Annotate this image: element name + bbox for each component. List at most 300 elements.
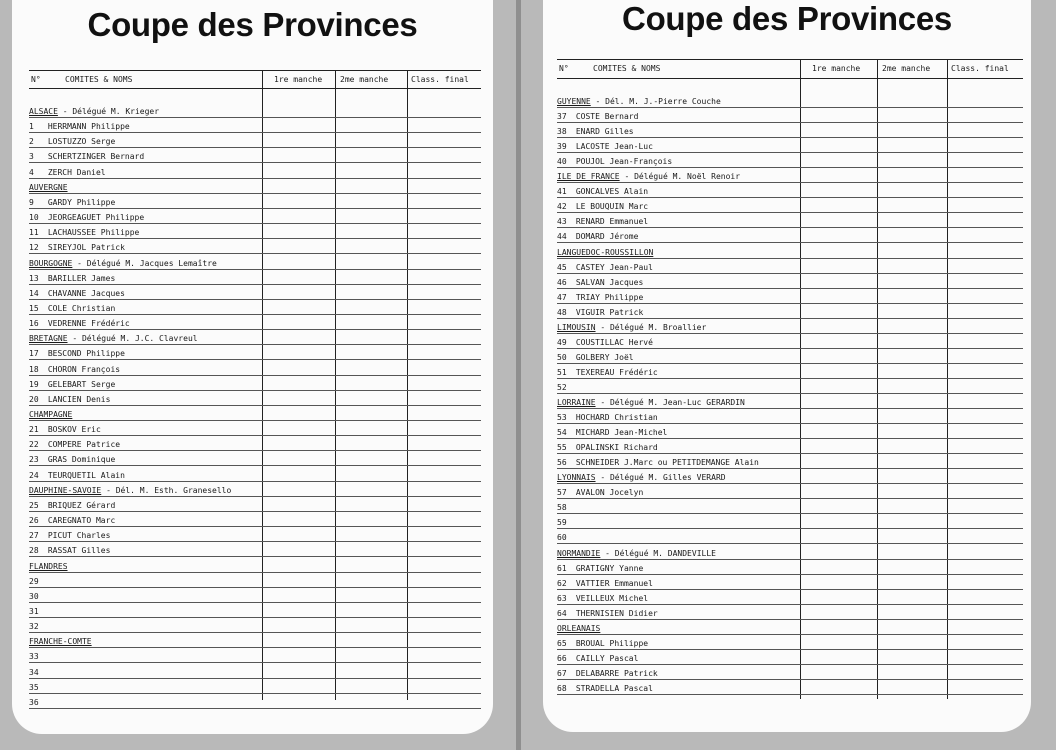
table-row <box>29 238 481 254</box>
table-row <box>29 663 481 679</box>
header-rule <box>29 88 481 89</box>
committee-name: FRANCHE-COMTE <box>29 637 92 647</box>
section-label <box>557 97 721 106</box>
entry-number: 40 <box>557 157 567 167</box>
competitor-entry <box>557 503 571 512</box>
competitor-name: GRATIGNY Yanne <box>575 563 644 573</box>
competitor-entry <box>29 152 144 161</box>
competitor-entry <box>557 338 653 347</box>
header-rule <box>557 59 1023 60</box>
table-row <box>557 483 1023 499</box>
competitor-entry <box>557 353 634 362</box>
competitor-name: COMPERE Patrice <box>47 440 121 450</box>
entry-number: 62 <box>557 578 567 588</box>
competitor-entry <box>29 213 144 222</box>
competitor-entry <box>557 654 638 663</box>
competitor-entry <box>557 684 653 693</box>
section-label <box>557 398 745 407</box>
competitor-entry <box>29 289 125 298</box>
competitor-name: RASSAT Gilles <box>47 546 111 556</box>
committee-name: ORLEANAIS <box>557 623 601 633</box>
section-label <box>29 637 92 646</box>
entry-number: 49 <box>557 337 567 347</box>
section-row <box>557 544 1023 560</box>
entry-number: 53 <box>557 413 567 423</box>
left-page <box>0 0 516 750</box>
table-row <box>557 498 1023 514</box>
committee-name: BOURGOGNE <box>29 258 73 268</box>
entry-number: 4 <box>29 167 34 177</box>
competitor-entry <box>29 122 130 131</box>
competitor-name: GOLBERY Joël <box>575 352 634 362</box>
entry-number: 58 <box>557 503 567 513</box>
table-row <box>29 375 481 391</box>
competitor-entry <box>29 592 43 601</box>
competitor-entry <box>557 142 653 151</box>
entry-number: 68 <box>557 683 567 693</box>
entry-number: 48 <box>557 307 567 317</box>
entry-number: 55 <box>557 443 567 453</box>
entry-number: 31 <box>29 606 39 616</box>
entry-number: 64 <box>557 608 567 618</box>
entry-number: 2 <box>29 137 34 147</box>
table-row <box>557 634 1023 650</box>
competitor-name: COUSTILLAC Hervé <box>575 337 653 347</box>
table-row <box>29 193 481 209</box>
competitor-name: LACOSTE Jean-Luc <box>575 142 653 152</box>
table-row <box>557 273 1023 289</box>
table-row <box>29 678 481 694</box>
entry-number: 43 <box>557 217 567 227</box>
entry-number: 18 <box>29 364 39 374</box>
competitor-name: CAILLY Pascal <box>575 653 639 663</box>
section-row <box>29 405 481 421</box>
competitor-entry <box>29 349 125 358</box>
competitor-entry <box>29 683 43 692</box>
competitor-entry <box>557 217 648 226</box>
table-row <box>29 223 481 239</box>
section-label <box>557 323 706 332</box>
entry-number: 11 <box>29 228 39 238</box>
competitor-name: GELEBART Serge <box>47 379 116 389</box>
entry-number: 26 <box>29 516 39 526</box>
competitor-entry <box>557 278 643 287</box>
right-sheet <box>543 0 1031 732</box>
entry-number: 57 <box>557 488 567 498</box>
section-row <box>557 393 1023 409</box>
competitor-name: SALVAN Jacques <box>575 277 644 287</box>
competitor-entry <box>29 198 115 207</box>
section-label <box>29 410 72 419</box>
competitor-name: AVALON Jocelyn <box>575 488 644 498</box>
entry-number: 45 <box>557 262 567 272</box>
entry-number: 47 <box>557 292 567 302</box>
table-row <box>557 182 1023 198</box>
table-row <box>29 617 481 633</box>
table-row <box>557 423 1023 439</box>
competitor-name: MICHARD Jean-Michel <box>575 428 668 438</box>
entry-number: 21 <box>29 425 39 435</box>
competitor-entry <box>557 594 648 603</box>
committee-name: ALSACE <box>29 107 58 116</box>
competitor-name: SCHERTZINGER Bernard <box>47 152 145 162</box>
competitor-name: JEORGEAGUET Philippe <box>47 213 145 223</box>
competitor-name: COLE Christian <box>47 303 116 313</box>
competitor-entry <box>557 263 653 272</box>
entry-number: 25 <box>29 500 39 510</box>
header-second-round: 2me manche <box>340 75 389 84</box>
competitor-entry <box>29 395 110 404</box>
table-row <box>557 303 1023 319</box>
table-row <box>557 348 1023 364</box>
right-page <box>521 0 1056 750</box>
competitor-entry <box>29 440 120 449</box>
header-first-round: 1re manche <box>812 64 861 73</box>
committee-name: LORRAINE <box>557 398 596 407</box>
table-row <box>557 378 1023 394</box>
table-row <box>557 604 1023 620</box>
competitor-entry <box>29 228 139 237</box>
committee-name: LANGUEDOC-ROUSSILLON <box>557 247 654 257</box>
competitor-name: PICUT Charles <box>47 531 111 541</box>
competitor-name: VIGUIR Patrick <box>575 307 644 317</box>
competitor-entry <box>557 533 571 542</box>
table-row <box>557 574 1023 590</box>
competitor-entry <box>557 413 658 422</box>
results-table <box>29 70 481 707</box>
table-row <box>29 526 481 542</box>
entry-number: 59 <box>557 518 567 528</box>
section-label <box>29 259 217 268</box>
competitor-entry <box>29 516 115 525</box>
committee-name: LYONNAIS <box>557 473 596 483</box>
table-row <box>29 117 481 133</box>
table-row <box>557 513 1023 529</box>
entry-number: 30 <box>29 591 39 601</box>
section-row <box>557 167 1023 183</box>
entry-number: 66 <box>557 653 567 663</box>
table-row <box>29 147 481 163</box>
table-row <box>557 288 1023 304</box>
section-row <box>557 468 1023 484</box>
committee-name: BRETAGNE <box>29 334 68 344</box>
competitor-name: BROUAL Philippe <box>575 638 649 648</box>
competitor-entry <box>29 380 115 389</box>
competitor-entry <box>29 471 125 480</box>
entry-number: 56 <box>557 458 567 468</box>
competitor-entry <box>29 274 115 283</box>
delegate-name: - Délégué M. Broallier <box>595 322 707 332</box>
header-rule <box>557 78 1023 79</box>
header-final-ranking: Class. final <box>951 64 1009 73</box>
entry-number: 14 <box>29 288 39 298</box>
section-row <box>29 178 481 194</box>
entry-number: 63 <box>557 593 567 603</box>
table-row <box>29 466 481 482</box>
section-row <box>29 557 481 573</box>
table-row <box>557 212 1023 228</box>
section-label <box>29 486 231 495</box>
competitor-entry <box>29 622 43 631</box>
section-label <box>557 473 726 482</box>
header-first-round: 1re manche <box>274 75 323 84</box>
entry-number: 67 <box>557 668 567 678</box>
competitor-entry <box>557 518 571 527</box>
competitor-name: OPALINSKI Richard <box>575 443 658 453</box>
table-row <box>29 208 481 224</box>
competitor-name: CHORON François <box>47 364 121 374</box>
entry-number: 52 <box>557 382 567 392</box>
entry-number: 61 <box>557 563 567 573</box>
section-label <box>557 248 653 257</box>
entry-number: 1 <box>29 122 34 132</box>
table-row <box>557 559 1023 575</box>
results-table <box>557 59 1023 699</box>
entry-number: 15 <box>29 303 39 313</box>
table-row <box>29 435 481 451</box>
header-rule <box>29 70 481 71</box>
competitor-entry <box>29 546 110 555</box>
table-row <box>557 258 1023 274</box>
competitor-entry <box>557 368 658 377</box>
table-row <box>29 314 481 330</box>
competitor-name: TRIAY Philippe <box>575 292 644 302</box>
entry-number: 65 <box>557 638 567 648</box>
entry-number: 33 <box>29 652 39 662</box>
competitor-name: LOSTUZZO Serge <box>47 137 116 147</box>
section-row <box>557 318 1023 334</box>
table-row <box>557 333 1023 349</box>
entry-number: 22 <box>29 440 39 450</box>
entry-number: 9 <box>29 197 34 207</box>
entry-number: 17 <box>29 349 39 359</box>
competitor-name: LANCIEN Denis <box>47 394 111 404</box>
competitor-entry <box>29 365 120 374</box>
entry-number: 35 <box>29 682 39 692</box>
header-second-round: 2me manche <box>882 64 931 73</box>
competitor-name: DOMARD Jérome <box>575 232 639 242</box>
competitor-entry <box>557 579 653 588</box>
section-label <box>29 562 68 571</box>
competitor-entry <box>557 564 643 573</box>
competitor-entry <box>29 668 43 677</box>
competitor-entry <box>557 443 658 452</box>
entry-number: 44 <box>557 232 567 242</box>
competitor-name: THERNISIEN Didier <box>575 608 658 618</box>
competitor-name: POUJOL Jean-François <box>575 157 673 167</box>
delegate-name: - Délégué M. J.C. Clavreul <box>67 334 198 344</box>
table-row <box>557 589 1023 605</box>
competitor-entry <box>557 112 638 121</box>
entry-number: 16 <box>29 319 39 329</box>
section-row <box>29 102 481 118</box>
table-row <box>557 438 1023 454</box>
table-row <box>29 163 481 179</box>
delegate-name: - Délégué M. Jacques Lemaître <box>72 258 217 268</box>
committee-name: ILE DE FRANCE <box>557 172 620 182</box>
table-row <box>29 299 481 315</box>
competitor-name: BOSKOV Eric <box>47 425 101 435</box>
header-number: N° <box>559 64 569 73</box>
competitor-name: HERRMANN Philippe <box>47 122 130 132</box>
committee-name: AUVERGNE <box>29 182 68 192</box>
section-label <box>557 624 600 633</box>
section-label <box>557 549 716 558</box>
competitor-entry <box>557 488 643 497</box>
competitor-entry <box>29 304 115 313</box>
table-row <box>29 269 481 285</box>
table-row <box>29 647 481 663</box>
header-comites-noms: COMITES & NOMS <box>593 64 661 73</box>
entry-number: 34 <box>29 667 39 677</box>
entry-number: 13 <box>29 273 39 283</box>
section-row <box>29 632 481 648</box>
table-row <box>29 572 481 588</box>
entry-number: 41 <box>557 187 567 197</box>
competitor-entry <box>29 455 115 464</box>
committee-name: FLANDRES <box>29 561 68 571</box>
competitor-name: CHAVANNE Jacques <box>47 288 125 298</box>
table-row <box>29 132 481 148</box>
competitor-entry <box>29 607 43 616</box>
competitor-name: SCHNEIDER J.Marc ou PETITDEMANGE Alain <box>575 458 759 468</box>
section-row <box>557 619 1023 635</box>
entry-number: 3 <box>29 152 34 162</box>
header-number: N° <box>31 75 41 84</box>
competitor-name: STRADELLA Pascal <box>575 683 653 693</box>
competitor-name: BRIQUEZ Gérard <box>47 500 116 510</box>
competitor-name: ENARD Gilles <box>575 127 634 137</box>
competitor-entry <box>557 669 658 678</box>
entry-number: 27 <box>29 531 39 541</box>
competitor-entry <box>557 639 648 648</box>
competitor-entry <box>557 293 643 302</box>
committee-name: LIMOUSIN <box>557 322 596 332</box>
competitor-entry <box>29 577 43 586</box>
table-row <box>29 693 481 709</box>
page-title: Coupe des Provinces <box>622 0 952 37</box>
competitor-entry <box>29 137 115 146</box>
competitor-entry <box>29 531 110 540</box>
table-row <box>29 587 481 603</box>
table-row <box>557 679 1023 695</box>
entry-number: 60 <box>557 533 567 543</box>
competitor-entry <box>557 308 643 317</box>
table-row <box>557 107 1023 123</box>
entry-number: 32 <box>29 622 39 632</box>
competitor-name: CASTEY Jean-Paul <box>575 262 653 272</box>
committee-name: NORMANDIE <box>557 548 601 558</box>
competitor-entry <box>557 428 667 437</box>
table-row <box>557 363 1023 379</box>
table-row <box>29 360 481 376</box>
competitor-entry <box>557 383 571 392</box>
entry-number: 20 <box>29 394 39 404</box>
table-row <box>557 137 1023 153</box>
section-row <box>557 243 1023 259</box>
entry-number: 51 <box>557 367 567 377</box>
committee-name: DAUPHINE-SAVOIE <box>29 485 102 495</box>
table-row <box>29 450 481 466</box>
competitor-entry <box>29 501 115 510</box>
entry-number: 12 <box>29 243 39 253</box>
entry-number: 28 <box>29 546 39 556</box>
committee-name: GUYENNE <box>557 97 591 106</box>
table-row <box>557 227 1023 243</box>
competitor-name: LE BOUQUIN Marc <box>575 202 649 212</box>
table-row <box>29 420 481 436</box>
competitor-name: LACHAUSSEE Philippe <box>47 228 140 238</box>
competitor-name: COSTE Bernard <box>575 112 639 122</box>
competitor-entry <box>557 187 648 196</box>
competitor-name: VEDRENNE Frédéric <box>47 319 130 329</box>
competitor-name: CAREGNATO Marc <box>47 516 116 526</box>
delegate-name: - Délégué M. Gilles VERARD <box>595 473 726 483</box>
entry-number: 23 <box>29 455 39 465</box>
competitor-entry <box>29 168 106 177</box>
table-row <box>557 122 1023 138</box>
competitor-entry <box>557 232 638 241</box>
competitor-name: ZERCH Daniel <box>47 167 106 177</box>
entry-number: 29 <box>29 576 39 586</box>
table-row <box>29 284 481 300</box>
entry-number: 24 <box>29 470 39 480</box>
competitor-name: VATTIER Emmanuel <box>575 578 653 588</box>
delegate-name: - Délégué M. Krieger <box>57 107 160 116</box>
table-row <box>29 390 481 406</box>
entry-number: 36 <box>29 697 39 707</box>
page-title: Coupe des Provinces <box>87 6 418 43</box>
section-row <box>557 92 1023 108</box>
entry-number: 54 <box>557 428 567 438</box>
entry-number: 10 <box>29 213 39 223</box>
competitor-name: DELABARRE Patrick <box>575 668 658 678</box>
competitor-entry <box>557 609 658 618</box>
competitor-entry <box>29 319 130 328</box>
entry-number: 42 <box>557 202 567 212</box>
competitor-entry <box>557 458 759 467</box>
table-row <box>29 344 481 360</box>
section-label <box>29 107 159 116</box>
section-row <box>29 481 481 497</box>
competitor-entry <box>29 652 43 661</box>
competitor-name: RENARD Emmanuel <box>575 217 649 227</box>
entry-number: 46 <box>557 277 567 287</box>
competitor-name: TEXEREAU Frédéric <box>575 367 658 377</box>
entry-number: 38 <box>557 127 567 137</box>
competitor-name: SIREYJOL Patrick <box>47 243 125 253</box>
section-label <box>29 334 198 343</box>
committee-name: CHAMPAGNE <box>29 410 73 419</box>
entry-number: 37 <box>557 112 567 122</box>
table-row <box>29 602 481 618</box>
delegate-name: - Délégué M. Noël Renoir <box>619 172 741 182</box>
table-row <box>29 541 481 557</box>
left-sheet <box>12 0 493 734</box>
competitor-entry <box>29 243 125 252</box>
delegate-name: - Délégué M. DANDEVILLE <box>600 548 716 558</box>
section-row <box>29 329 481 345</box>
section-label <box>557 172 740 181</box>
competitor-name: VEILLEUX Michel <box>575 593 649 603</box>
competitor-name: GARDY Philippe <box>47 197 116 207</box>
table-row <box>29 511 481 527</box>
competitor-name: BARILLER James <box>47 273 116 283</box>
delegate-name: - Délégué M. Jean-Luc GERARDIN <box>595 398 745 407</box>
table-row <box>29 496 481 512</box>
entry-number: 39 <box>557 142 567 152</box>
table-row <box>557 408 1023 424</box>
